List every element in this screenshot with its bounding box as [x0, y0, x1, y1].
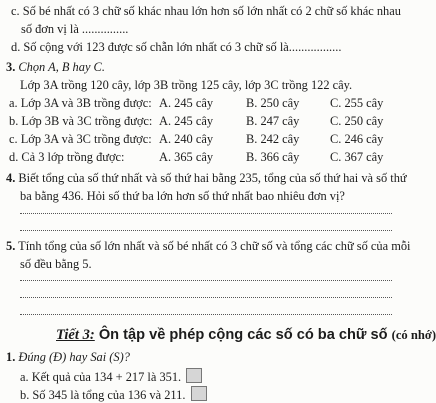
q3-row-b-option-b[interactable]: B. 247 cây [246, 114, 300, 128]
q1-heading [6, 350, 130, 365]
q3-number: 3. [6, 60, 16, 74]
q1-item-a-text: a. Kết quả của 134 + 217 là 351. [20, 370, 182, 384]
q1-item-a-answer-box[interactable] [186, 368, 202, 383]
q1-item-a [20, 368, 202, 385]
q1-item-b [20, 386, 207, 403]
item-d [11, 40, 341, 55]
q3-row-a-option-c[interactable]: C. 255 cây [330, 96, 384, 110]
q3-heading [6, 60, 105, 75]
item-c-text: Số bé nhất có 3 chữ số khác nhau lớn hơn số lớn nhất có 2 chữ số khác nhau [22, 4, 401, 18]
q3-row-c-option-c[interactable]: C. 246 cây [330, 132, 384, 146]
q4-text-line1: Biết tổng của số thứ nhất và số thứ hai bằng 235, tổng của số thứ hai và số thứ [18, 171, 407, 185]
q1-instruction: Đúng (Đ) hay Sai (S)? [18, 350, 130, 364]
q1-item-b-answer-box[interactable] [191, 386, 207, 401]
q4-line1 [6, 171, 407, 186]
q1-number: 1. [6, 350, 16, 364]
q3-row-b-option-c[interactable]: C. 250 cây [330, 114, 384, 128]
q5-text-line1: Tính tổng của số lớn nhất và số bé nhất có 3 chữ số và tổng các chữ số của mỗi [18, 239, 411, 253]
q3-row-c-label: c. Lớp 3A và 3C trồng được: [9, 132, 152, 146]
q5-number: 5. [6, 239, 16, 253]
item-c-line1 [11, 4, 401, 19]
q3-row-d-option-a[interactable]: A. 365 cây [159, 150, 214, 164]
q4-answer-line-1[interactable] [20, 213, 392, 214]
q3-row-a-option-b[interactable]: B. 250 cây [246, 96, 300, 110]
q4-line2: ba bằng 436. Hỏi số thứ ba lớn hơn số thứ nhất bao nhiêu đơn vị? [20, 189, 345, 203]
q1-item-b-text: b. Số 345 là tổng của 136 và 211. [20, 388, 186, 402]
q3-row-d-option-b[interactable]: B. 366 cây [246, 150, 300, 164]
q5-answer-line-2[interactable] [20, 297, 392, 298]
item-d-label: d. [11, 40, 21, 54]
lesson-title: Ôn tập về phép cộng các số có ba chữ số [98, 327, 388, 343]
item-c-label: c. [11, 4, 20, 18]
q5-answer-line-1[interactable] [20, 280, 392, 281]
q3-row-a-option-a[interactable]: A. 245 cây [159, 96, 214, 110]
q5-answer-line-3[interactable] [20, 314, 392, 315]
lesson-heading [56, 326, 436, 344]
item-c-line2: số đơn vị là ............... [21, 22, 129, 36]
lesson-note: (có nhớ) [391, 328, 436, 342]
lesson-label: Tiết 3: [56, 327, 95, 343]
q3-row-c-option-a[interactable]: A. 240 cây [159, 132, 214, 146]
q3-row-d-label: d. Cả 3 lớp trồng được: [9, 150, 125, 164]
q5-line1 [6, 239, 410, 254]
item-d-text: Số cộng với 123 được số chẵn lớn nhất có 3 chữ số là................. [23, 40, 342, 54]
q3-intro: Lớp 3A trồng 120 cây, lớp 3B trồng 125 cây, lớp 3C trồng 122 cây. [20, 78, 353, 92]
q3-row-b-label: b. Lớp 3B và 3C trồng được: [9, 114, 153, 128]
q5-line2: số đều bằng 5. [20, 257, 92, 271]
q3-row-c-option-b[interactable]: B. 242 cây [246, 132, 300, 146]
q4-number: 4. [6, 171, 16, 185]
q3-row-b-option-a[interactable]: A. 245 cây [159, 114, 214, 128]
q3-instruction: Chọn A, B hay C. [18, 60, 105, 74]
q3-row-d-option-c[interactable]: C. 367 cây [330, 150, 384, 164]
q4-answer-line-2[interactable] [20, 230, 392, 231]
q3-row-a-label: a. Lớp 3A và 3B trồng được: [9, 96, 152, 110]
